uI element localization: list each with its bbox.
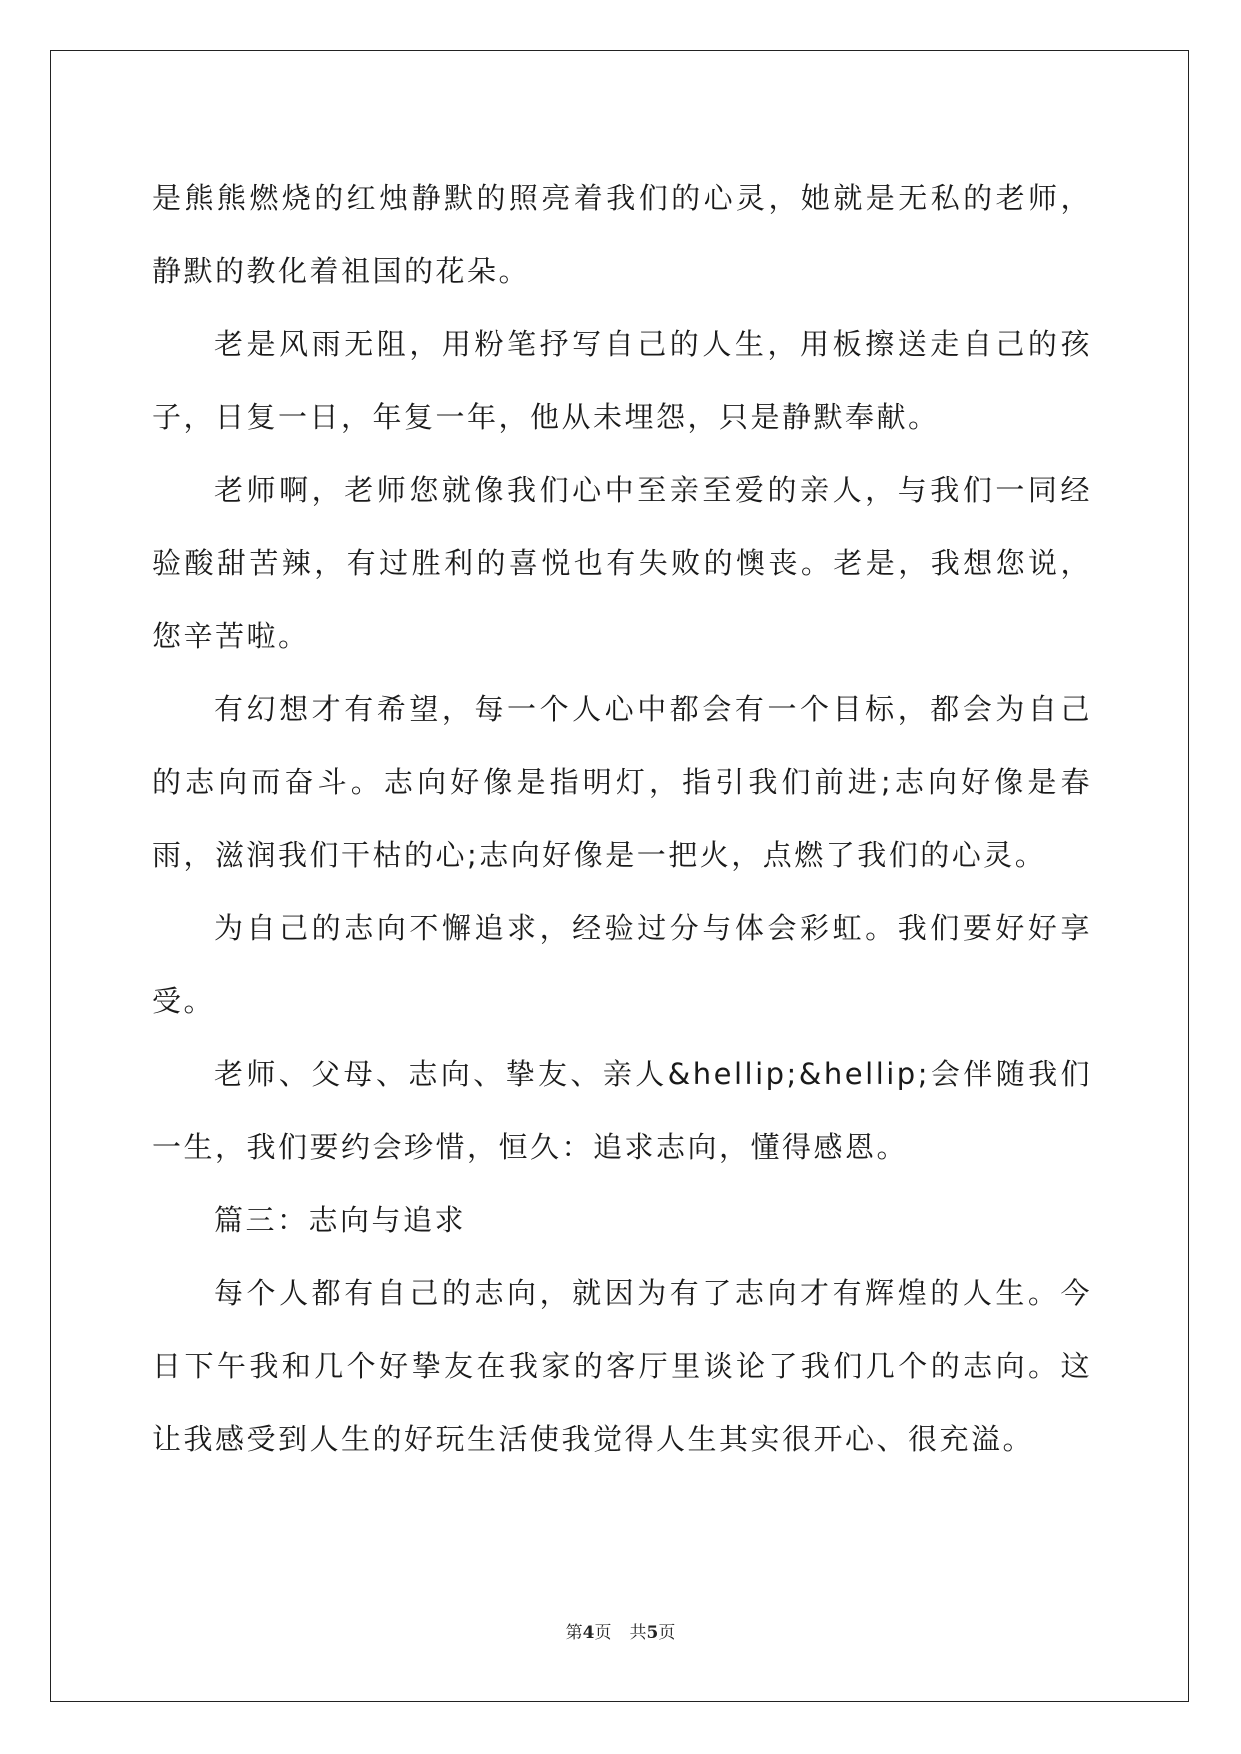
paragraph-3: 老师啊，老师您就像我们心中至亲至爱的亲人，与我们一同经验酸甜苦辣，有过胜利的喜悦也有失败的懊丧。老是，我想您说，您辛苦啦。 — [152, 473, 1092, 653]
paragraph-6: 老师、父母、志向、挚友、亲人&hellip;&hellip;会伴随我们一生，我们要约会珍惜，恒久：追求志向，懂得感恩。 — [152, 1057, 1092, 1164]
footer-page-suffix: 页 — [594, 1623, 612, 1643]
paragraph-7: 每个人都有自己的志向，就因为有了志向才有辉煌的人生。今日下午我和几个好挚友在我家的客厅里谈论了我们几个的志向。这让我感受到人生的好玩生活使我觉得人生其实很开心、很充溢。 — [152, 1276, 1092, 1456]
paragraph-5: 为自己的志向不懈追求，经验过分与体会彩虹。我们要好好享受。 — [152, 911, 1092, 1018]
paragraph-1: 是熊熊燃烧的红烛静默的照亮着我们的心灵，她就是无私的老师，静默的教化着祖国的花朵。 — [152, 181, 1092, 288]
page-footer — [0, 1618, 1241, 1643]
document-body — [152, 162, 1092, 1476]
current-page-number: 4 — [582, 1623, 595, 1643]
footer-prefix: 第 — [565, 1623, 583, 1643]
footer-total-prefix: 共 — [629, 1623, 647, 1643]
section-heading: 篇三：志向与追求 — [214, 1203, 467, 1237]
paragraph-2: 老是风雨无阻，用粉笔抒写自己的人生，用板擦送走自己的孩子，日复一日，年复一年，他从未埋怨，只是静默奉献。 — [152, 327, 1092, 434]
paragraph-4: 有幻想才有希望，每一个人心中都会有一个目标，都会为自己的志向而奋斗。志向好像是指明灯，指引我们前进;志向好像是春雨，滋润我们干枯的心;志向好像是一把火，点燃了我们的心灵。 — [152, 692, 1092, 872]
footer-total-suffix: 页 — [658, 1623, 676, 1643]
total-pages-number: 5 — [646, 1623, 659, 1643]
